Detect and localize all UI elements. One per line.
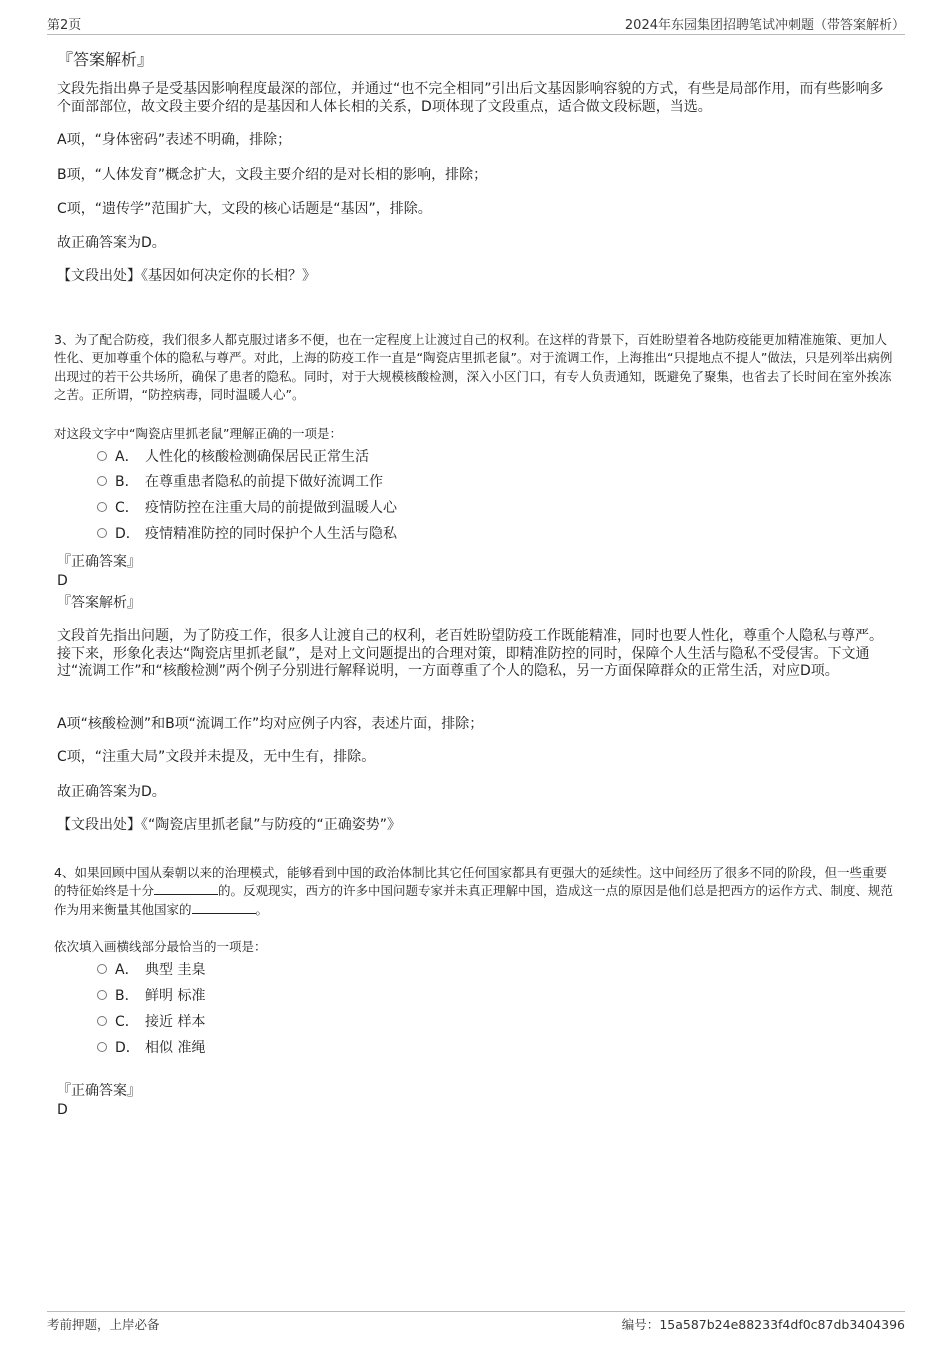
q3-analysis: 文段首先指出问题，为了防疫工作，很多人让渡自己的权利，老百姓盼望防疫工作既能精准，同时也要人性化，尊重个人隐私与尊严。接下来，形象化表达“陶瓷店里抓老鼠”，是对上文问题提出的合理对策，即精准防控的同时，保障个人生活与隐私不受侵害。下文通过“流调工作”和“核酸检测”两个例子分别进行解释说明，一方面尊重了个人的隐私，另一方面保障群众的正常生活，对应D项。: [57, 628, 883, 679]
q3-question: 对这段文字中“陶瓷店里抓老鼠”理解正确的一项是：: [54, 425, 342, 441]
q4-question: 依次填入画横线部分最恰当的一项是：: [54, 938, 267, 954]
radio-icon[interactable]: [97, 476, 107, 486]
radio-icon[interactable]: [97, 1016, 107, 1026]
q2-analysis-label: 『答案解析』: [57, 50, 154, 69]
q2-option-b-analysis: B项，“人体发育”概念扩大，文段主要介绍的是对长相的影响，排除；: [57, 167, 488, 183]
footer-slogan: 考前押题，上岸必备: [47, 1317, 160, 1332]
q4-stem: 4、如果回顾中国从秦朝以来的治理模式，能够看到中国的政治体制比其它任何国家都具有更强大的延续性。这中间经历了很多不同的阶段，但一些重要的特征始终是十分 的。反观现实，西方的许多中国问题专家并未真正理解中国，造成这一点的原因是他们总是把西方的运作方式、制度、规范作为用来衡量其他国家的 。: [54, 864, 894, 917]
radio-icon[interactable]: [97, 451, 107, 461]
q3-analysis-label: 『答案解析』: [57, 595, 141, 611]
fill-blank-1[interactable]: [154, 882, 218, 895]
q4-option-b[interactable]: B． 鲜明 标准: [97, 986, 205, 1006]
q3-option-a[interactable]: A． 人性化的核酸检测确保居民正常生活: [97, 447, 369, 467]
q4-option-a[interactable]: A． 典型 圭臬: [97, 960, 205, 980]
q2-option-c-analysis: C项，“遗传学”范围扩大，文段的核心话题是“基因”，排除。: [57, 201, 432, 217]
q3-option-c-analysis: C项，“注重大局”文段并未提及，无中生有，排除。: [57, 749, 376, 765]
fill-blank-2[interactable]: [192, 901, 256, 914]
q4-option-d[interactable]: D． 相似 准绳: [97, 1038, 205, 1058]
q4-answer: D: [57, 1102, 68, 1118]
q4-option-c[interactable]: C． 接近 样本: [97, 1012, 205, 1032]
q3-answer-label: 『正确答案』: [57, 554, 141, 570]
radio-icon[interactable]: [97, 528, 107, 538]
page-header: [47, 14, 905, 35]
q3-conclusion: 故正确答案为D。: [57, 784, 166, 800]
q3-answer: D: [57, 573, 68, 589]
radio-icon[interactable]: [97, 502, 107, 512]
q2-analysis: 文段先指出鼻子是受基因影响程度最深的部位，并通过“也不完全相同”引出后文基因影响容貌的方式，有些是局部作用，而有些影响多个面部部位，故文段主要介绍的是基因和人体长相的关系，D项体现了文段重点，适合做文段标题，当选。: [57, 81, 884, 115]
q3-stem: 3、为了配合防疫，我们很多人都克服过诸多不便，也在一定程度上让渡过自己的权利。在这样的背景下，百姓盼望着各地防疫能更加精准施策、更加人性化、更加尊重个体的隐私与尊严。对此，上海的防疫工作一直是“陶瓷店里抓老鼠”。对于流调工作，上海推出“只提地点不提人”做法，只是列举出病例出现过的若干公共场所，确保了患者的隐私。同时，对于大规模核酸检测，深入小区门口，有专人负责通知，既避免了聚集，也省去了长时间在室外挨冻之苦。正所谓，“防控病毒，同时温暖人心”。: [54, 331, 893, 402]
q2-source: 【文段出处】《基因如何决定你的长相？》: [57, 268, 316, 284]
q2-conclusion: 故正确答案为D。: [57, 235, 166, 251]
page-number: 第2页: [47, 18, 82, 33]
radio-icon[interactable]: [97, 990, 107, 1000]
q2-option-a-analysis: A项，“身体密码”表述不明确，排除；: [57, 132, 292, 148]
q3-option-d[interactable]: D． 疫情精准防控的同时保护个人生活与隐私: [97, 524, 397, 544]
document-title: 2024年东园集团招聘笔试冲刺题（带答案解析）: [624, 18, 905, 33]
q3-option-c[interactable]: C． 疫情防控在注重大局的前提做到温暖人心: [97, 498, 397, 518]
radio-icon[interactable]: [97, 1042, 107, 1052]
q3-option-ab-analysis: A项“核酸检测”和B项“流调工作”均对应例子内容，表述片面，排除；: [57, 716, 484, 732]
document-code: 编号：15a587b24e88233f4df0c87db3404396: [621, 1317, 905, 1332]
page-footer: [47, 1311, 905, 1334]
q3-option-b[interactable]: B． 在尊重患者隐私的前提下做好流调工作: [97, 472, 383, 492]
radio-icon[interactable]: [97, 964, 107, 974]
q4-answer-label: 『正确答案』: [57, 1083, 141, 1099]
q3-source: 【文段出处】《“陶瓷店里抓老鼠”与防疫的“正确姿势”》: [57, 817, 402, 833]
